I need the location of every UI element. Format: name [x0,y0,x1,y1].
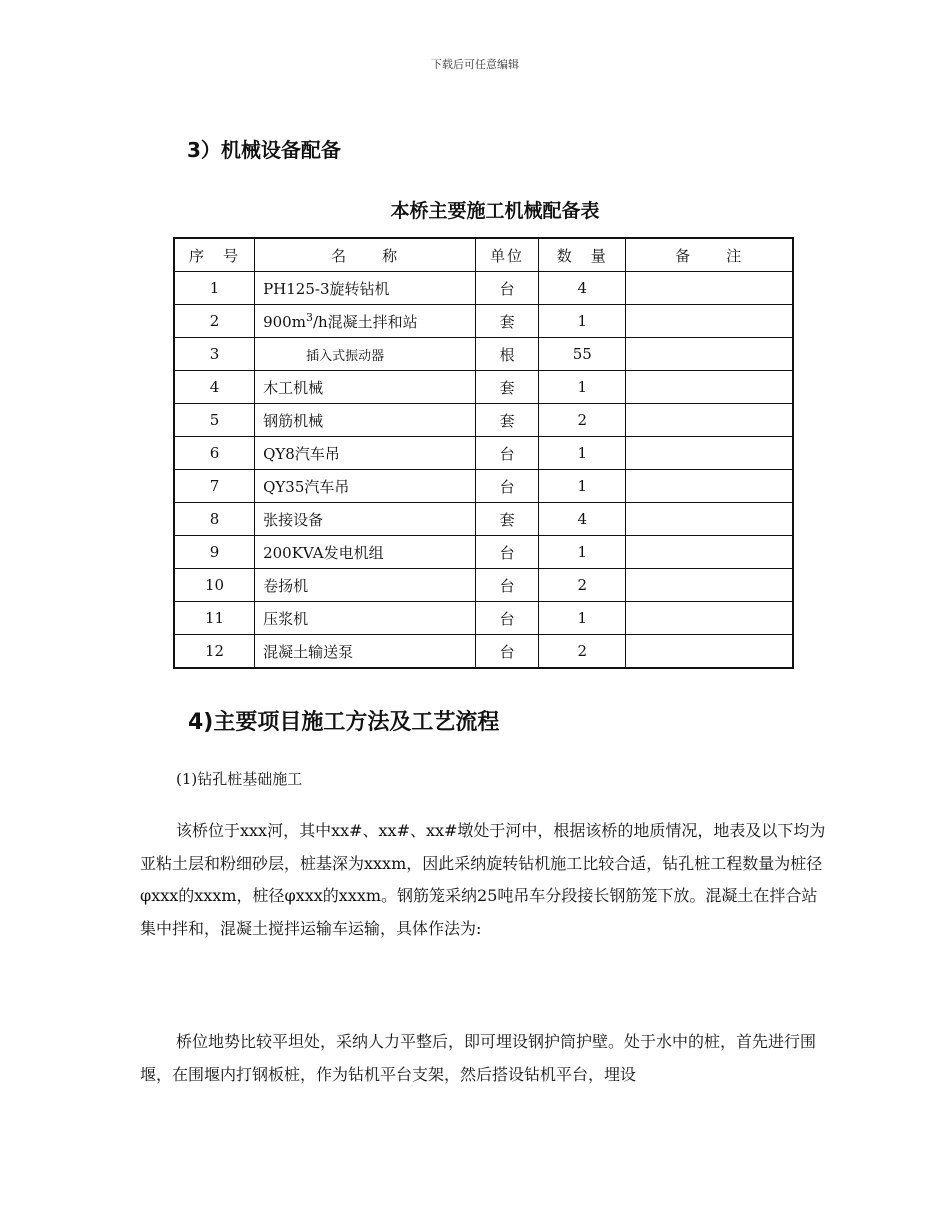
table-row [174,635,793,669]
cell-note [626,470,793,503]
equipment-table [173,237,794,669]
cell-name: 卷扬机 [255,569,476,602]
cell-no: 10 [174,569,255,602]
section-3-heading: 3）机械设备配备 [187,138,341,162]
page-header: 下载后可任意编辑 [431,58,519,71]
cell-name: 张接设备 [255,503,476,536]
table-row [174,602,793,635]
cell-no: 9 [174,536,255,569]
cell-name: 200KVA发电机组 [255,536,476,569]
cell-name: PH125-3旋转钻机 [255,272,476,305]
table-row [174,569,793,602]
cell-unit: 台 [476,536,539,569]
cell-no: 12 [174,635,255,669]
cell-name-suffix: /h混凝土拌和站 [312,312,418,331]
cell-qty: 1 [539,371,626,404]
table-row [174,404,793,437]
cell-qty: 1 [539,470,626,503]
cell-no: 6 [174,437,255,470]
cell-name: 混凝土输送泵 [255,635,476,669]
cell-unit: 台 [476,569,539,602]
cell-no: 2 [174,305,255,338]
table-row [174,470,793,503]
body-paragraph: 该桥位于xxx河，其中xx#、xx#、xx#墩处于河中，根据该桥的地质情况，地表及以下均为亚粘土层和粉细砂层，桩基深为xxxm，因此采纳旋转钻机施工比较合适，钻孔桩工程数量为桩径φxxx的xxxm，桩径φxxx的xxxm。钢筋笼采纳25吨吊车分段接长钢筋笼下放。混凝土在拌合站集中拌和，混凝土搅拌运输车运输，具体作法为: [140,821,826,938]
cell-qty: 2 [539,635,626,669]
subsection-heading: (1)钻孔桩基础施工 [176,770,303,788]
cell-no: 1 [174,272,255,305]
cell-note [626,272,793,305]
cell-name: 插入式振动器 [255,338,476,371]
cell-qty: 1 [539,602,626,635]
cell-unit: 台 [476,602,539,635]
cell-unit: 台 [476,470,539,503]
cell-qty: 4 [539,272,626,305]
cell-unit: 台 [476,272,539,305]
table-row [174,338,793,371]
cell-unit: 套 [476,404,539,437]
cell-name: 木工机械 [255,371,476,404]
cell-unit: 套 [476,305,539,338]
cell-unit: 套 [476,503,539,536]
header-no: 序 号 [174,238,255,272]
cell-unit: 台 [476,635,539,669]
cell-note [626,536,793,569]
cell-name [255,305,476,338]
cell-qty: 1 [539,437,626,470]
cell-name-main: 900m [263,312,306,331]
table-row [174,305,793,338]
cell-no: 7 [174,470,255,503]
cell-note [626,305,793,338]
table-header-row [174,238,793,272]
cell-name: QY35汽车吊 [255,470,476,503]
cell-name: 压浆机 [255,602,476,635]
table-row [174,536,793,569]
cell-qty: 2 [539,569,626,602]
cell-note [626,503,793,536]
cell-unit: 台 [476,437,539,470]
cell-no: 11 [174,602,255,635]
cell-note [626,371,793,404]
header-note: 备 注 [626,238,793,272]
cell-name: QY8汽车吊 [255,437,476,470]
cell-qty: 55 [539,338,626,371]
body-paragraph: 桥位地势比较平坦处，采纳人力平整后，即可埋设钢护筒护壁。处于水中的桩，首先进行围堰，在围堰内打钢板桩，作为钻机平台支架，然后搭设钻机平台，埋设 [140,1032,817,1084]
table-row [174,503,793,536]
cell-note [626,569,793,602]
cell-no: 5 [174,404,255,437]
cell-qty: 2 [539,404,626,437]
header-name: 名 称 [255,238,476,272]
table-row [174,272,793,305]
header-unit: 单位 [476,238,539,272]
cell-note [626,338,793,371]
section-4-heading: 4)主要项目施工方法及工艺流程 [188,710,500,735]
cell-no: 4 [174,371,255,404]
cell-qty: 4 [539,503,626,536]
table-caption: 本桥主要施工机械配备表 [390,200,600,222]
cell-note [626,404,793,437]
table-row [174,371,793,404]
cell-unit: 根 [476,338,539,371]
cell-note [626,602,793,635]
cell-no: 8 [174,503,255,536]
cell-name-superscript: 3 [305,310,313,324]
cell-qty: 1 [539,536,626,569]
table-row [174,437,793,470]
cell-unit: 套 [476,371,539,404]
cell-note [626,635,793,669]
cell-note [626,437,793,470]
cell-name: 钢筋机械 [255,404,476,437]
cell-no: 3 [174,338,255,371]
cell-qty: 1 [539,305,626,338]
header-qty: 数 量 [539,238,626,272]
